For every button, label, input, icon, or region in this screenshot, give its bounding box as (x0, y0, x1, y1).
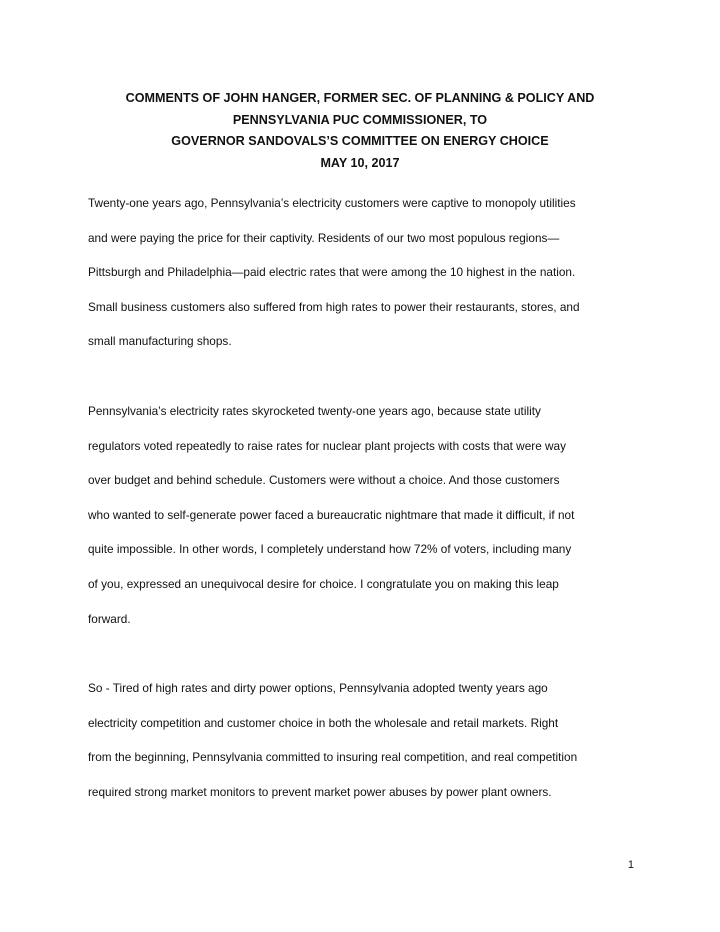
paragraph-line: Twenty-one years ago, Pennsylvania’s electricity customers were captive to monopoly utilities (88, 196, 576, 210)
paragraph-line: Pittsburgh and Philadelphia—paid electric rates that were among the 10 highest in the nation. (88, 265, 576, 280)
paragraph-line: quite impossible. In other words, I completely understand how 72% of voters, including many (88, 542, 572, 557)
paragraph-line: So - Tired of high rates and dirty power options, Pennsylvania adopted twenty years ago (88, 681, 548, 695)
paragraph-line: and were paying the price for their captivity. Residents of our two most populous regions— (88, 230, 560, 245)
paragraph-line: small manufacturing shops. (88, 334, 232, 349)
paragraph-line: forward. (88, 611, 131, 626)
title-line-2: PENNSYLVANIA PUC COMMISSIONER, TO (232, 112, 488, 127)
paragraph-2 (88, 401, 648, 643)
paragraph-line: of you, expressed an unequivocal desire for choice. I congratulate you on making this leap (88, 576, 559, 591)
title-line-1: COMMENTS OF JOHN HANGER, FORMER SEC. OF PLANNING & POLICY AND (125, 91, 595, 105)
paragraph-line: Small business customers also suffered from high rates to power their restaurants, stores, and (88, 299, 580, 314)
paragraph-line: electricity competition and customer choice in both the wholesale and retail markets. Right (88, 715, 559, 730)
paragraph-3 (88, 678, 648, 816)
paragraph-1 (88, 193, 648, 366)
title-line-4: MAY 10, 2017 (320, 155, 400, 170)
paragraph-line: over budget and behind schedule. Customers were without a choice. And those customers (88, 473, 560, 488)
paragraph-line: who wanted to self-generate power faced a bureaucratic nightmare that made it difficult, if not (88, 507, 575, 522)
paragraph-line: required strong market monitors to prevent market power abuses by power plant owners. (88, 784, 552, 799)
title-line-3: GOVERNOR SANDOVALS’S COMMITTEE ON ENERGY CHOICE (171, 134, 549, 148)
page-number: 1 (627, 859, 634, 871)
paragraph-line: regulators voted repeatedly to raise rates for nuclear plant projects with costs that were way (88, 438, 567, 453)
paragraph-line: from the beginning, Pennsylvania committed to insuring real competition, and real competition (88, 750, 578, 765)
document-title (60, 88, 660, 174)
paragraph-line: Pennsylvania’s electricity rates skyrocketed twenty-one years ago, because state utility (88, 404, 541, 418)
